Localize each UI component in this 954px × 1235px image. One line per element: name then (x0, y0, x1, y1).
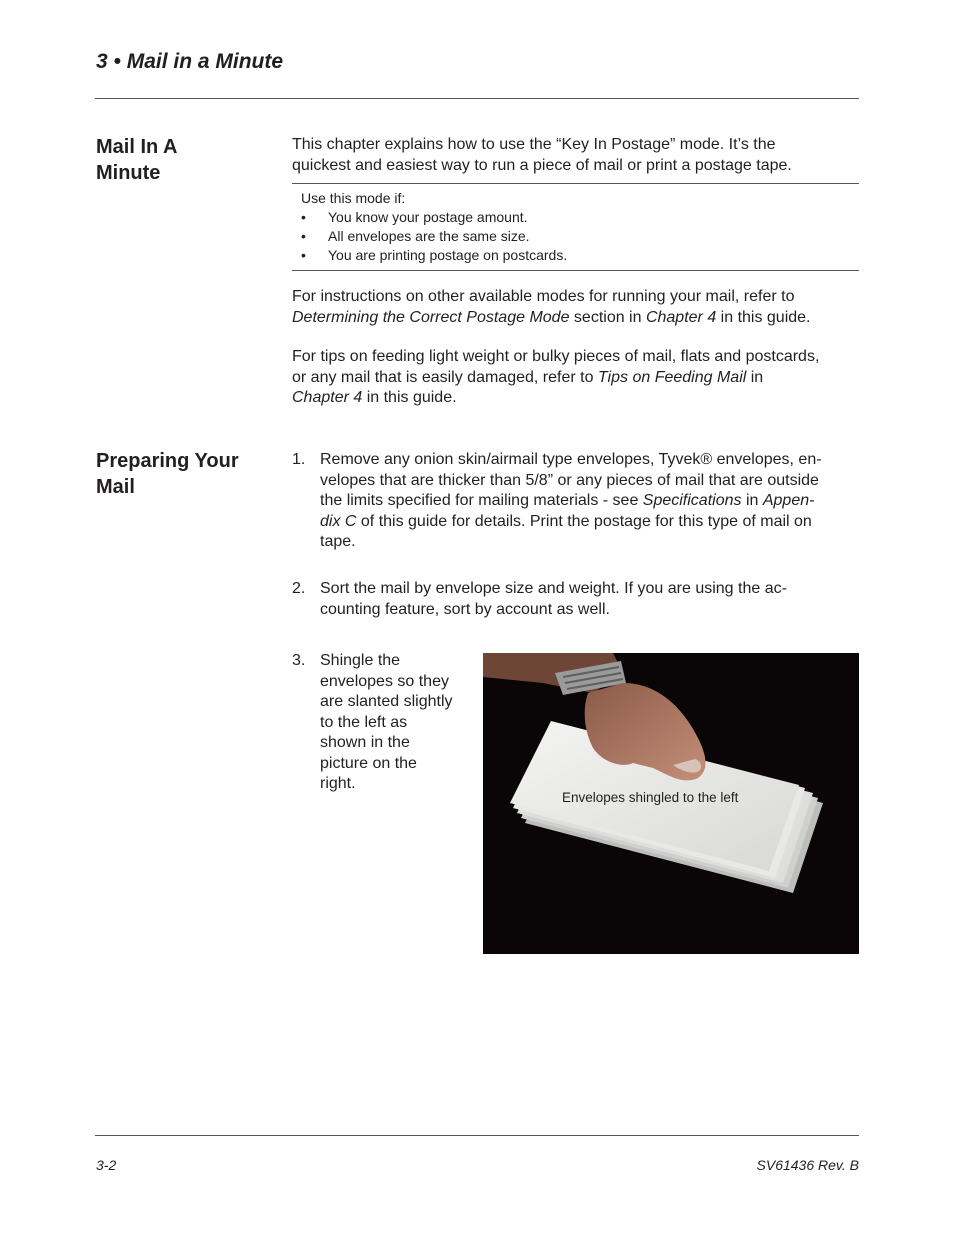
text-run: or any mail that is easily damaged, refer to (292, 368, 598, 386)
step-text (320, 450, 822, 553)
step-text (320, 579, 787, 620)
bullet-marker: • (301, 228, 306, 244)
text-line: tape. (320, 533, 356, 550)
text-run: the limits specified for mailing materials - see (320, 492, 643, 509)
text-line: shown in the (320, 734, 410, 751)
bullet-marker: • (301, 247, 306, 263)
text-run: in this guide. (362, 389, 457, 406)
text-line (320, 512, 822, 533)
italic-ref: Determining the Correct Postage Mode (292, 308, 570, 326)
text-line (292, 388, 860, 409)
step-2 (292, 579, 860, 621)
callout-item-text: You are printing postage on postcards. (328, 247, 568, 263)
italic-ref: Tips on Feeding Mail (597, 368, 747, 386)
footer-rule (95, 1135, 859, 1136)
text-line: Remove any onion skin/airmail type envelopes, Tyvek® envelopes, en- (320, 451, 822, 468)
text-line: to the left as (320, 713, 408, 731)
heading-line: Mail (96, 476, 135, 498)
section-heading-mail-in-a-minute (96, 134, 281, 186)
envelopes-hand-illustration (483, 653, 859, 954)
italic-ref: Appen- (762, 492, 815, 509)
text-run: section in (569, 308, 646, 326)
intro-paragraph (292, 135, 860, 176)
text-run: in (746, 368, 764, 386)
text-line: Sort the mail by envelope size and weight. If you are using the ac- (320, 580, 787, 597)
heading-line: Mail In A (96, 136, 178, 158)
text-line (292, 308, 860, 329)
heading-line: Preparing Your (96, 450, 239, 472)
text-run: of this guide for details. Print the postage for this type of mail on (356, 512, 812, 530)
text-line (320, 491, 822, 512)
section-heading-preparing-your-mail (96, 448, 281, 500)
text-line: For tips on feeding light weight or bulky pieces of mail, flats and postcards, (292, 348, 820, 365)
callout-item-text: You know your postage amount. (328, 209, 528, 225)
text-line: picture on the (320, 754, 417, 772)
shingled-envelopes-photo (483, 653, 859, 954)
page-number: 3-2 (96, 1157, 117, 1173)
modes-paragraph (292, 287, 860, 328)
text-line: Shingle the (320, 652, 401, 669)
text-line: velopes that are thicker than 5/8” or any pieces of mail that are outside (320, 471, 819, 489)
document-id: SV61436 Rev. B (756, 1157, 859, 1173)
italic-ref: Chapter 4 (645, 308, 717, 326)
text-line: quickest and easiest way to run a piece of mail or print a postage tape. (292, 156, 792, 174)
text-line: This chapter explains how to use the “Key In Postage” mode. It’s the (292, 136, 776, 153)
text-line: For instructions on other available modes for running your mail, refer to (292, 288, 795, 305)
italic-ref: Chapter 4 (292, 389, 363, 406)
step-3 (292, 651, 472, 797)
header-rule (95, 98, 859, 99)
callout-intro: Use this mode if: (301, 190, 406, 206)
text-line: right. (320, 775, 356, 792)
text-line: envelopes so they (320, 672, 449, 690)
text-line: are slanted slightly (320, 693, 453, 710)
bullet-marker: • (301, 209, 306, 225)
mode-callout-box (292, 183, 859, 271)
italic-ref: Specifications (642, 492, 742, 509)
photo-caption: Envelopes shingled to the left (562, 790, 739, 805)
tips-paragraph (292, 347, 860, 409)
callout-item-text: All envelopes are the same size. (328, 228, 530, 244)
step-text (320, 651, 453, 795)
text-line: counting feature, sort by account as well. (320, 600, 610, 618)
italic-ref: dix C (320, 512, 357, 530)
step-1 (292, 450, 860, 555)
text-line (292, 368, 860, 389)
heading-line: Minute (96, 162, 161, 184)
step-number: 2. (292, 580, 306, 597)
text-run: in this guide. (716, 308, 811, 326)
text-run: in (741, 492, 763, 509)
chapter-title: 3 • Mail in a Minute (96, 50, 284, 73)
step-number: 3. (292, 652, 306, 669)
step-number: 1. (292, 451, 306, 468)
